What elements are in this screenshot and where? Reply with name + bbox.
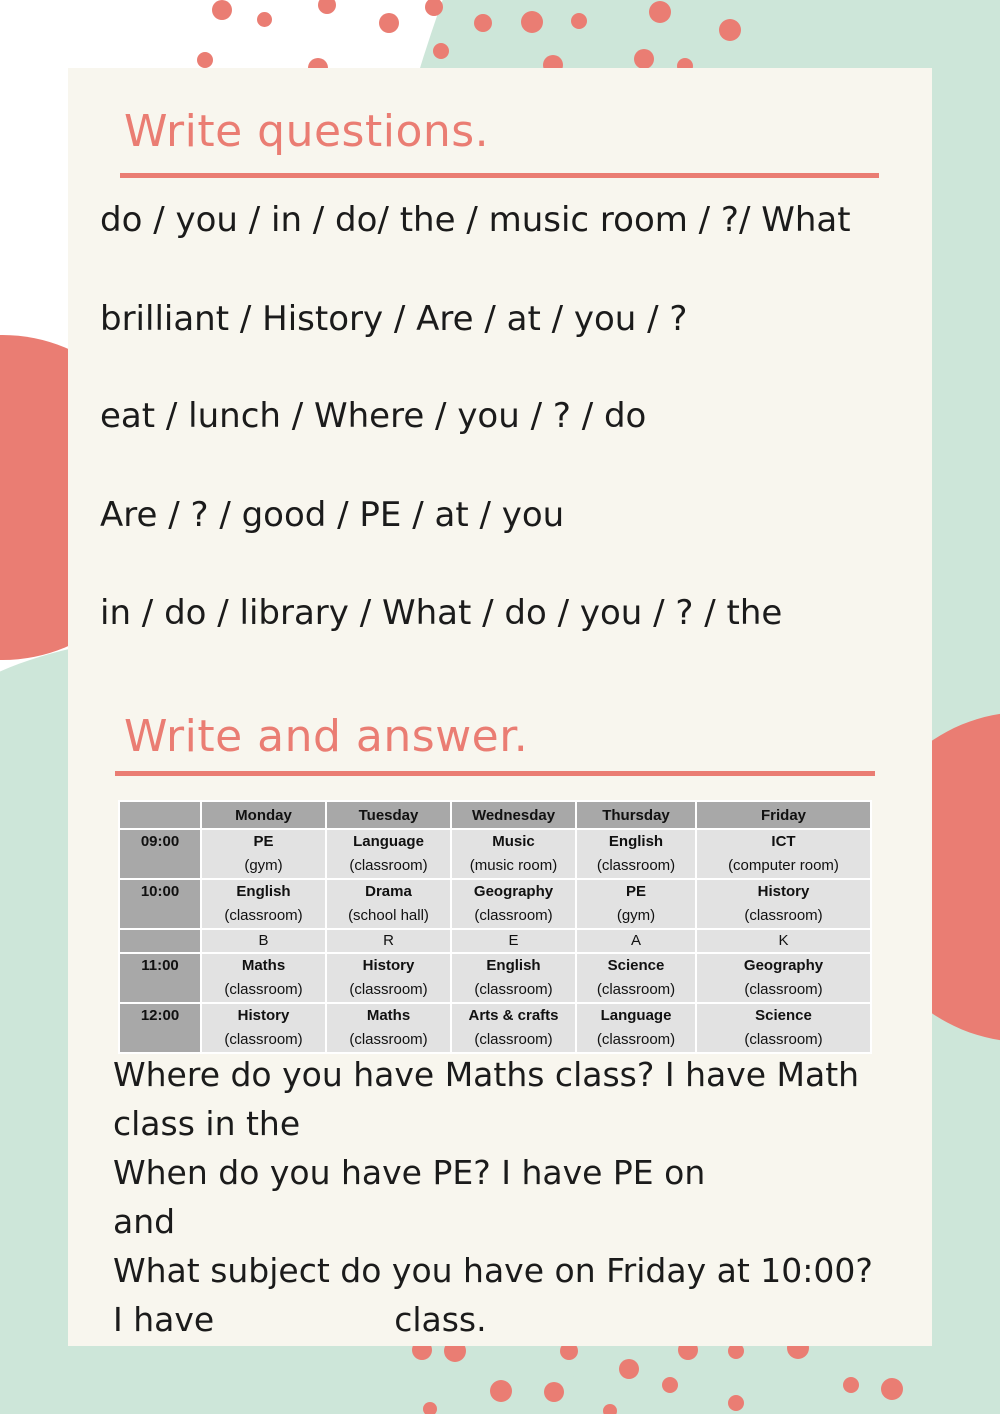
- room-name: (classroom): [349, 857, 428, 874]
- subject-name: English: [236, 883, 291, 900]
- question-5: in / do / library / What / do / you / ? / the: [100, 593, 783, 633]
- decorative-dot: [379, 13, 399, 33]
- decorative-dot: [433, 43, 449, 59]
- lesson-cell: [201, 879, 326, 929]
- time-cell: 09:00: [119, 829, 201, 879]
- subject-name: PE: [625, 883, 646, 900]
- subject-name: PE: [253, 833, 274, 850]
- room-name: (classroom): [744, 1031, 823, 1048]
- subject-name: Science: [607, 957, 665, 974]
- subject-name: Geography: [473, 883, 554, 900]
- lesson-cell: [576, 1003, 696, 1053]
- subject-name: Drama: [365, 883, 412, 900]
- subject-name: Maths: [241, 957, 286, 974]
- timetable-header-row: [119, 801, 871, 829]
- lesson-cell: [576, 953, 696, 1003]
- decorative-dot: [662, 1377, 678, 1393]
- decorative-dot: [544, 1382, 564, 1402]
- lesson-cell: [326, 829, 451, 879]
- decorative-dot: [719, 19, 741, 41]
- time-cell: 12:00: [119, 1003, 201, 1053]
- time-cell: 10:00: [119, 879, 201, 929]
- answer-prompt-start: I have: [113, 1300, 215, 1339]
- decorative-dot: [728, 1395, 744, 1411]
- lesson-cell: [326, 1003, 451, 1053]
- room-name: (classroom): [349, 1031, 428, 1048]
- subject-name: History: [757, 883, 810, 900]
- decorative-dot: [257, 12, 272, 27]
- subject-name: History: [362, 957, 415, 974]
- decorative-dot: [649, 1, 671, 23]
- subject-name: Music: [492, 833, 535, 850]
- lesson-cell: [576, 829, 696, 879]
- lesson-cell: [576, 879, 696, 929]
- room-name: (music room): [469, 857, 558, 874]
- room-name: (classroom): [744, 907, 823, 924]
- room-name: (gym): [244, 857, 283, 874]
- decorative-dot: [619, 1359, 639, 1379]
- room-name: (classroom): [596, 981, 676, 998]
- break-letter: K: [696, 929, 871, 953]
- time-cell: 11:00: [119, 953, 201, 1003]
- break-letter: A: [576, 929, 696, 953]
- room-name: (classroom): [224, 981, 303, 998]
- decorative-dot: [197, 52, 213, 68]
- section-title-write-and-answer: Write and answer.: [124, 711, 529, 762]
- lesson-cell: [696, 1003, 871, 1053]
- room-name: (gym): [616, 907, 656, 924]
- decorative-dot: [212, 0, 232, 20]
- section-divider: [115, 771, 875, 776]
- decorative-dot: [423, 1402, 437, 1414]
- lesson-cell: [201, 1003, 326, 1053]
- lesson-cell: [326, 879, 451, 929]
- day-header: Wednesday: [451, 801, 576, 829]
- lesson-cell: [451, 879, 576, 929]
- subject-name: Geography: [743, 957, 824, 974]
- lesson-cell: [451, 829, 576, 879]
- answer-prompt-end: class.: [394, 1300, 487, 1339]
- day-header: Tuesday: [326, 801, 451, 829]
- subject-name: Language: [353, 833, 424, 850]
- answer-prompt-line: Where do you have Maths class? I have Math: [113, 1055, 860, 1094]
- room-name: (classroom): [224, 907, 303, 924]
- room-name: (classroom): [596, 1031, 676, 1048]
- lesson-cell: [326, 953, 451, 1003]
- decorative-dot: [521, 11, 543, 33]
- break-letter: E: [451, 929, 576, 953]
- decorative-dot: [881, 1378, 903, 1400]
- subject-name: Maths: [366, 1007, 411, 1024]
- section-divider: [120, 173, 879, 178]
- answer-prompt-line: class in the: [113, 1104, 301, 1143]
- timetable-row: [119, 953, 871, 1003]
- break-row: [119, 929, 871, 953]
- room-name: (classroom): [224, 1031, 303, 1048]
- subject-name: English: [608, 833, 664, 850]
- timetable-row: [119, 879, 871, 929]
- room-name: (classroom): [596, 857, 676, 874]
- subject-name: English: [486, 957, 541, 974]
- room-name: (computer room): [728, 857, 839, 874]
- day-header: Thursday: [576, 801, 696, 829]
- subject-name: Science: [755, 1007, 812, 1024]
- timetable-row: [119, 829, 871, 879]
- room-name: (school hall): [348, 907, 429, 924]
- subject-name: Language: [600, 1007, 672, 1024]
- lesson-cell: [201, 953, 326, 1003]
- section-title-write-questions: Write questions.: [124, 106, 490, 157]
- room-name: (classroom): [474, 907, 553, 924]
- decorative-dot: [571, 13, 587, 29]
- room-name: (classroom): [744, 981, 823, 998]
- lesson-cell: [201, 829, 326, 879]
- decorative-dot: [603, 1404, 617, 1414]
- break-letter: R: [326, 929, 451, 953]
- answer-prompt-last-line: [113, 1295, 933, 1344]
- question-3: eat / lunch / Where / you / ? / do: [100, 396, 647, 436]
- room-name: (classroom): [474, 981, 553, 998]
- decorative-dot: [634, 49, 654, 69]
- day-header: Monday: [201, 801, 326, 829]
- decorative-dot: [490, 1380, 512, 1402]
- question-1: do / you / in / do/ the / music room / ?/ What: [100, 200, 851, 240]
- timetable-corner: [119, 801, 201, 829]
- lesson-cell: [696, 879, 871, 929]
- decorative-dot: [843, 1377, 859, 1393]
- day-header: Friday: [696, 801, 871, 829]
- timetable-row: [119, 1003, 871, 1053]
- decorative-dot: [474, 14, 492, 32]
- lesson-cell: [696, 953, 871, 1003]
- answer-prompt-line: What subject do you have on Friday at 10:00?: [113, 1251, 873, 1290]
- subject-name: History: [237, 1007, 290, 1024]
- subject-name: ICT: [771, 833, 796, 850]
- subject-name: Arts & crafts: [468, 1007, 559, 1024]
- answer-prompts: [113, 1050, 933, 1344]
- question-4: Are / ? / good / PE / at / you: [100, 495, 565, 535]
- timetable: [118, 800, 872, 1054]
- question-2: brilliant / History / Are / at / you / ?: [100, 299, 688, 339]
- time-cell-empty: [119, 929, 201, 953]
- lesson-cell: [451, 953, 576, 1003]
- answer-prompt-line: and: [113, 1202, 176, 1241]
- break-letter: B: [201, 929, 326, 953]
- lesson-cell: [451, 1003, 576, 1053]
- answer-prompt-line: When do you have PE? I have PE on: [113, 1153, 706, 1192]
- room-name: (classroom): [349, 981, 428, 998]
- room-name: (classroom): [474, 1031, 553, 1048]
- lesson-cell: [696, 829, 871, 879]
